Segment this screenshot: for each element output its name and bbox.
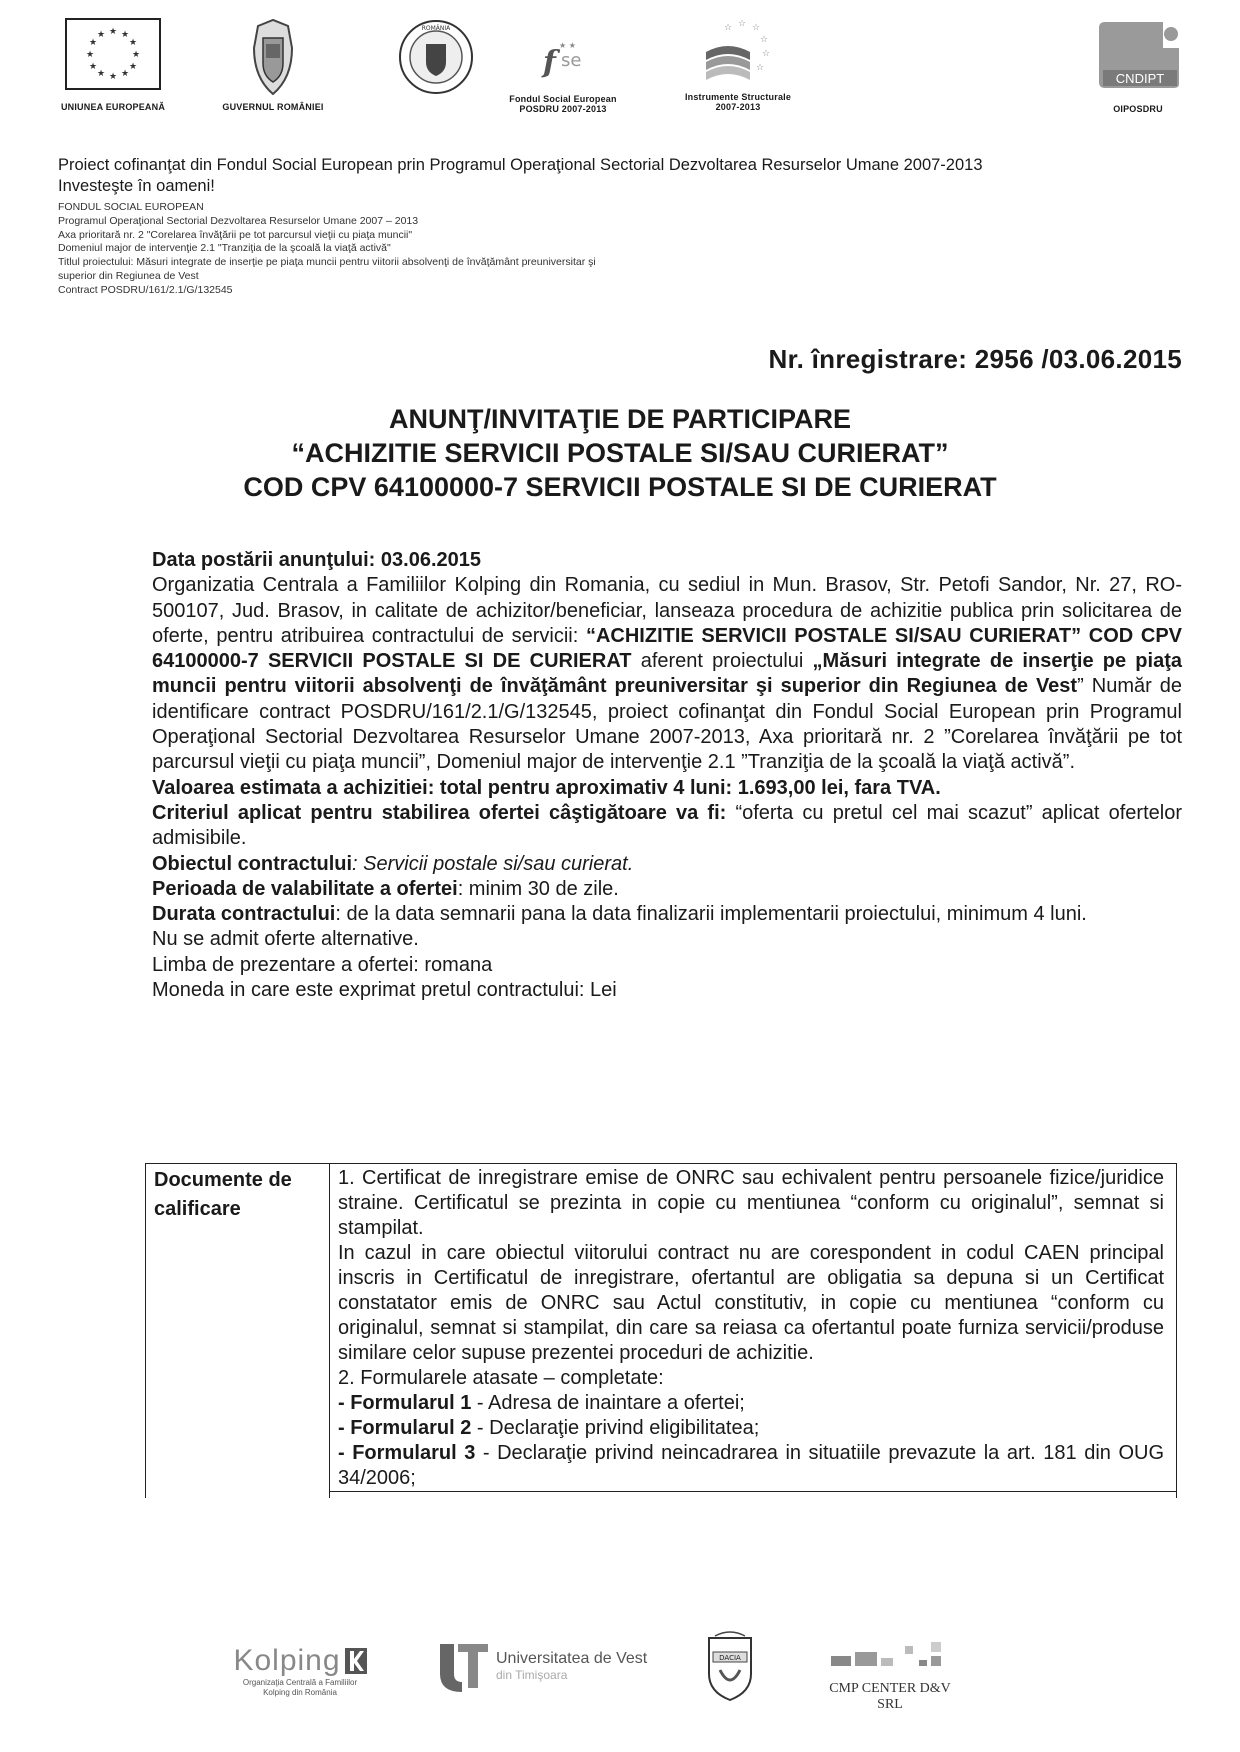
svg-text:★ ★: ★ ★ — [559, 41, 576, 50]
form-3-text: - Declaraţie privind neincadrarea in situatiile prevazute la art. 181 din OUG 34/2006; — [338, 1442, 1164, 1489]
project-detail-line: Titlul proiectului: Măsuri integrate de inserţie pe piaţa muncii pentru viitorii absolvenţi de învăţământ preuniversitar şi — [58, 256, 596, 269]
document-title — [0, 402, 1240, 504]
contract-currency: Moneda in care este exprimat pretul contractului: Lei — [152, 979, 617, 1002]
kolping-name: Kolping — [233, 1644, 341, 1677]
qualification-table — [145, 1163, 1177, 1498]
object-paragraph — [152, 852, 1182, 877]
svg-text:★: ★ — [96, 30, 106, 40]
is-caption-2: 2007-2013 — [715, 102, 761, 112]
svg-text:★: ★ — [88, 62, 98, 72]
form-3 — [330, 1441, 1176, 1492]
estimated-value: Valoarea estimata a achizitiei: total pentru aproximativ 4 luni: 1.693,00 lei, fara TVA. — [152, 776, 941, 799]
is-caption-1: Instrumente Structurale — [684, 92, 792, 102]
cmp-pixel-icon — [825, 1640, 955, 1676]
validity-paragraph — [152, 877, 1182, 902]
svg-text:☆: ☆ — [738, 19, 747, 29]
gov-caption: GUVERNUL ROMÂNIEI — [222, 102, 324, 112]
svg-text:☆: ☆ — [752, 23, 761, 33]
svg-text:★: ★ — [88, 38, 98, 48]
dacia-crest-icon — [705, 1630, 755, 1702]
svg-text:★: ★ — [131, 50, 141, 60]
footer-logos — [0, 1620, 1240, 1720]
fse-caption-2: POSDRU 2007-2013 — [519, 104, 607, 114]
header-logos — [58, 18, 1188, 138]
eu-flag-icon — [65, 18, 161, 90]
criteria-paragraph — [152, 801, 1182, 852]
table-label: calificare — [154, 1198, 241, 1220]
crest-logo — [700, 1630, 760, 1707]
project-detail-line: FONDUL SOCIAL EUROPEAN — [58, 201, 204, 213]
validity-label: Perioada de valabilitate a ofertei — [152, 877, 458, 900]
project-slogan: Investeşte în oameni! — [58, 177, 215, 195]
post-date: Data postării anunţului: 03.06.2015 — [152, 549, 481, 571]
cndipt-logo — [1088, 18, 1188, 114]
title-line: COD CPV 64100000-7 SERVICII POSTALE SI DE CURIERAT — [243, 472, 997, 502]
criteria-label: Criteriul aplicat pentru stabilirea ofertei câştigătoare va fi: — [152, 801, 727, 824]
qualification-item-1: 1. Certificat de inregistrare emise de ONRC sau echivalent pentru persoanele fizice/juridice straine. Certificatul se prezinta in copie cu mentiunea “conform cu originalul”, semnat si stampilat. — [338, 1167, 1164, 1239]
intro-text: ” Număr de identificare contract POSDRU/161/2.1/G/132545, proiect cofinanţat din Fondul Social European prin Programul Operaţional Sectorial Dezvoltarea Resurselor Umane 2007-2013, Axa prioritară nr. 2 ”Corelarea învăţării pe tot parcursul vieţii cu piaţa muncii”, Domeniul major de intervenţie 2.1 ”Tranziţia de la şcoală la viaţă activă”. — [152, 675, 1183, 774]
criteria-text: “oferta cu pretul cel mai scazut” aplicat ofertelor admisibile. — [152, 801, 1182, 850]
cmp-logo — [815, 1640, 965, 1713]
ministry-seal-icon — [397, 18, 475, 96]
svg-text:★: ★ — [108, 72, 118, 82]
svg-text:★: ★ — [120, 69, 130, 79]
coat-of-arms-icon — [248, 18, 298, 98]
seal-logo — [396, 18, 476, 96]
intro-text: aferent proiectului — [631, 650, 813, 673]
intro-text: Organizatia Centrala a Familiilor Kolping din Romania, cu sediul in Mun. Brasov, Str. Petofi Sandor, Nr. 27, RO-500107, Jud. Brasov, in calitate de achizitor/beneficiar, lanseaza procedura de achizitie publica prin solicitarea de oferte, pentru atribuirea contractului de servicii: — [152, 574, 1182, 647]
project-details — [58, 201, 1178, 298]
form-2-label: - Formularul 2 — [338, 1417, 472, 1439]
project-detail-line: Programul Operaţional Sectorial Dezvoltarea Resurselor Umane 2007 – 2013 — [58, 214, 419, 227]
uvt-icon — [438, 1640, 490, 1692]
table-content-cell — [330, 1164, 1177, 1499]
project-detail-line: superior din Regiunea de Vest — [58, 269, 199, 282]
svg-text:★: ★ — [108, 27, 118, 37]
uvt-name: Universitatea de Vest — [496, 1650, 648, 1667]
svg-text:☆: ☆ — [756, 63, 765, 73]
intro-paragraph — [152, 573, 1182, 775]
gov-logo — [218, 18, 328, 112]
project-info — [58, 155, 1178, 298]
registration-number: Nr. înregistrare: 2956 /03.06.2015 — [768, 344, 1182, 374]
table-label: Documente de — [154, 1169, 292, 1191]
table-row — [146, 1164, 1177, 1499]
cndipt-icon — [1093, 18, 1183, 90]
kolping-subtitle: Organizaţia Centrală a Familiilor — [242, 1678, 358, 1687]
project-detail-line: Domeniul major de intervenţie 2.1 "Tranziţia de la şcoală la viaţă activă" — [58, 242, 391, 255]
uvt-city: din Timişoara — [496, 1668, 568, 1682]
fse-caption-1: Fondul Social European — [509, 94, 617, 104]
form-2-text: - Declaraţie privind eligibilitatea; — [471, 1417, 760, 1439]
form-1 — [338, 1391, 1164, 1416]
project-cofinance-line: Proiect cofinanţat din Fondul Social European prin Programul Operaţional Sectorial Dezvoltarea Resurselor Umane 2007-2013 — [58, 156, 983, 174]
svg-text:★: ★ — [120, 30, 130, 40]
svg-text:☆: ☆ — [760, 35, 769, 45]
duration-label: Durata contractului — [152, 903, 336, 926]
intro-bold-service: “ACHIZITIE SERVICII POSTALE SI/SAU CURIERAT” COD CPV 64100000-7 SERVICII POSTALE SI DE CURIERAT — [152, 624, 1182, 673]
cmp-name: CMP CENTER D&V SRL — [829, 1681, 951, 1712]
no-alternatives: Nu se admit oferte alternative. — [152, 928, 419, 951]
intro-bold-project: „Măsuri integrate de inserţie pe piaţa muncii pentru viitorii absolvenţi de învăţământ preuniversitar şi superior din Regiunea de Vest — [152, 650, 1182, 698]
svg-text:★: ★ — [96, 69, 106, 79]
form-2 — [338, 1416, 1164, 1441]
form-3-label: - Formularul 3 — [338, 1442, 476, 1464]
qualification-item-2: 2. Formularele atasate – completate: — [338, 1367, 664, 1389]
structural-instruments-icon — [698, 18, 778, 90]
object-text: : Servicii postale si/sau curierat. — [352, 852, 634, 875]
cndipt-label: CNDIPT — [1115, 71, 1165, 86]
oiposdru-caption: OIPOSDRU — [1113, 104, 1163, 114]
is-logo — [668, 18, 808, 112]
svg-text:★: ★ — [128, 38, 138, 48]
kolping-k-icon — [345, 1648, 367, 1674]
fse-icon — [533, 36, 593, 86]
project-detail-line: Axa prioritară nr. 2 "Corelarea învăţării pe tot parcursul vieţii cu piaţa muncii" — [58, 228, 413, 241]
svg-text:f: f — [543, 45, 556, 80]
eu-logo — [58, 18, 168, 112]
duration-paragraph — [152, 902, 1182, 927]
qualification-item-1-cont: In cazul in care obiectul viitorului contract nu are corespondent in codul CAEN principal inscris in Certificatul de inregistrare, ofertantul are obligatia sa depuna si un Certificat constatator emis de ONRC sau Actul constitutiv, in copie cu mentiunea “conform cu originalul, semnat si stampilat, din care sa reiasa ca ofertantul poate furniza servicii/produse similare celor supuse prezentei proceduri de achizitie. — [338, 1242, 1164, 1364]
table-label-cell — [146, 1164, 330, 1499]
announcement-body — [152, 548, 1182, 1003]
kolping-logo — [220, 1644, 380, 1698]
svg-text:se: se — [561, 50, 582, 71]
validity-text: : minim 30 de zile. — [457, 877, 619, 900]
svg-text:☆: ☆ — [762, 49, 771, 59]
seal-text: ROMÂNIA — [421, 25, 451, 32]
svg-text:☆: ☆ — [724, 23, 733, 33]
svg-text:★: ★ — [128, 62, 138, 72]
eu-caption: UNIUNEA EUROPEANĂ — [60, 102, 166, 112]
form-1-label: - Formularul 1 — [338, 1392, 472, 1414]
title-line: “ACHIZITIE SERVICII POSTALE SI/SAU CURIERAT” — [291, 438, 949, 468]
offer-language: Limba de prezentare a ofertei: romana — [152, 953, 493, 976]
object-label: Obiectul contractului — [152, 852, 353, 875]
title-line: ANUNŢ/INVITAŢIE DE PARTICIPARE — [388, 404, 851, 434]
crest-text: DACIA — [719, 1654, 741, 1662]
project-detail-line: Contract POSDRU/161/2.1/G/132545 — [58, 283, 233, 296]
form-1-text: - Adresa de inaintare a ofertei; — [471, 1392, 745, 1414]
duration-text: : de la data semnarii pana la data finalizarii implementarii proiectului, minimum 4 luni. — [335, 903, 1087, 926]
kolping-subtitle: Kolping din România — [263, 1688, 337, 1697]
uvt-logo — [438, 1640, 668, 1692]
fse-logo — [498, 18, 628, 114]
svg-text:★: ★ — [85, 50, 95, 60]
